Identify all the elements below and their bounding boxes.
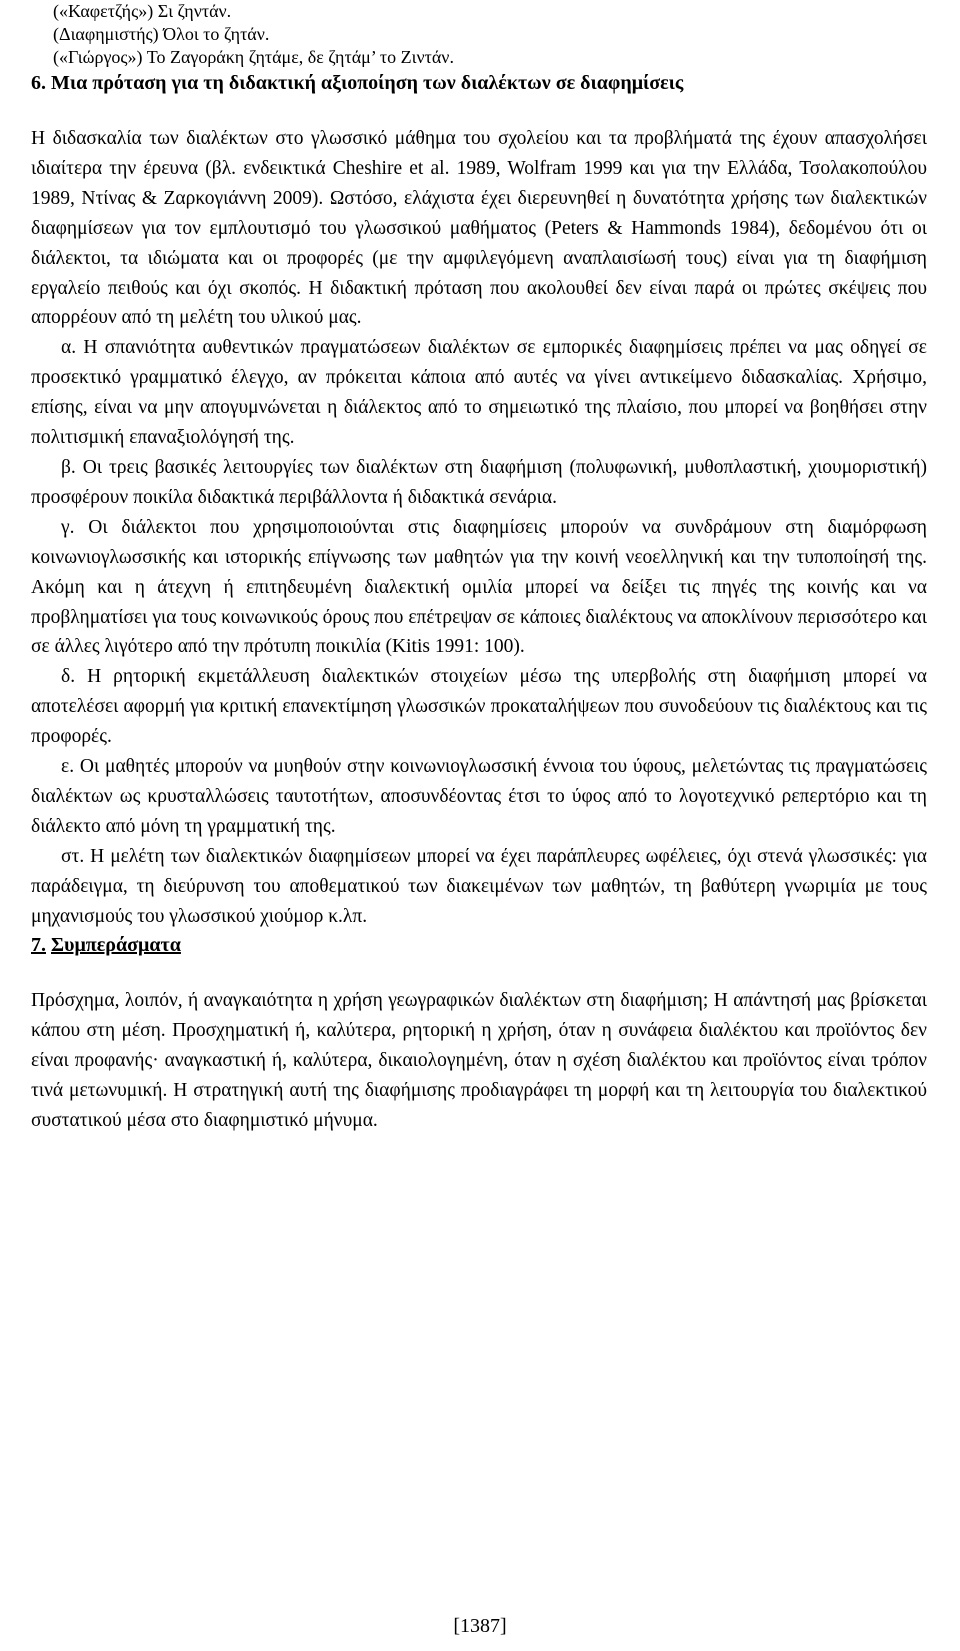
dialogue-quotes xyxy=(31,0,927,69)
section-6-item-e: ε. Οι μαθητές μπορούν να μυηθούν στην κοινωνιογλωσσική έννοια του ύφους, μελετώντας τις πραγματώσεις διαλέκτων ως κρυσταλλώσεις ταυτοτήτων, αποσυνδέοντας έτσι το ύφος από το λογοτεχνικό ρεπερτόριο και τη διάλεκτο από μόνη τη γραμματική της. xyxy=(31,756,927,837)
quote-line-2: (Διαφημιστής) Όλοι το ζητάν. xyxy=(53,24,270,44)
section-7-heading xyxy=(31,931,927,959)
section-6-number: 6. xyxy=(31,72,46,94)
page-number: [1387] xyxy=(453,1615,507,1637)
section-6-title: Μια πρόταση για τη διδακτική αξιοποίηση των διαλέκτων σε διαφημίσεις xyxy=(51,72,684,94)
section-6-heading xyxy=(31,69,927,97)
section-6-intro: Η διδασκαλία των διαλέκτων στο γλωσσικό μάθημα του σχολείου και τα προβλήματά της έχουν απασχολήσει ιδιαίτερα την έρευνα (βλ. ενδεικτικά Cheshire et al. 1989, Wolfram 1999 και για την Ελλάδα, Τσολακοπούλου 1989, Ντίνας & Ζαρκογιάννη 2009). Ωστόσο, ελάχιστα έχει διερευνηθεί η δυνατότητα χρήσης των διαλεκτικών διαφημίσεων για τον εμπλουτισμό του γλωσσικού μαθήματος (Peters & Hammonds 1984), δεδομένου ότι οι διάλεκτοι, τα ιδιώματα και οι προφορές (με την αμφιλεγόμενη αναπλαισίωσή τους) είναι για τη διαφήμιση εργαλείο πειθούς και όχι σκοπός. Η διδακτική πρόταση που ακολουθεί δεν είναι παρά οι πρώτες σκέψεις που απορρέουν από τη μελέτη του υλικού μας. xyxy=(31,128,927,329)
section-6-item-d: δ. Η ρητορική εκμετάλλευση διαλεκτικών στοιχείων μέσω της υπερβολής στη διαφήμιση μπορεί να αποτελέσει αφορμή για κριτική επανεκτίμηση γλωσσικών προκαταλήψεων που συνοδεύουν τις διαλέκτους και τις προφορές. xyxy=(31,666,927,748)
section-7-body: Πρόσχημα, λοιπόν, ή αναγκαιότητα η χρήση γεωγραφικών διαλέκτων στη διαφήμιση; Η απάντησή μας βρίσκεται κάπου στη μέση. Προσχηματική ή, καλύτερα, ρητορική η χρήση, όταν η συνάφεια διαλέκτου και προϊόντος δεν είναι προφανής· αναγκαστική ή, καλύτερα, δικαιολογημένη, όταν η σχέση διαλέκτου και προϊόντος είναι τρόπον τινά μετωνυμική. Η στρατηγική αυτή της διαφήμισης προδιαγράφει τη μορφή και τη λειτουργία του διαλεκτικού συστατικού μέσα στο διαφημιστικό μήνυμα. xyxy=(31,990,927,1132)
section-6-item-a: α. Η σπανιότητα αυθεντικών πραγματώσεων διαλέκτων σε εμπορικές διαφημίσεις πρέπει να μας οδηγεί σε προσεκτικό γραμματικό έλεγχο, αν πρόκειται κάποια από αυτές να γίνει αντικείμενο διδασκαλίας. Χρήσιμο, επίσης, είναι να μην απογυμνώνεται η διάλεκτος από το σημειωτικό της πλαίσιο, που μπορεί να βοηθήσει στην πολιτισμική επαναξιολόγησή της. xyxy=(31,337,927,449)
quote-line-1: («Καφετζής») Σι ζηντάν. xyxy=(53,1,232,21)
document-page xyxy=(31,0,927,1136)
section-7-number: 7. xyxy=(31,934,46,957)
section-7-title: Συμπεράσματα xyxy=(51,934,181,957)
section-6-item-st: στ. Η μελέτη των διαλεκτικών διαφημίσεων μπορεί να έχει παράπλευρες ωφέλειες, όχι στενά γλωσσικές: για παράδειγμα, τη διεύρυνση του αποθεματικού των διακειμένων των μαθητών, τη βαθύτερη γνωριμία με τους μηχανισμούς του γλωσσικού χιούμορ κ.λπ. xyxy=(31,845,927,927)
section-6-item-b: β. Οι τρεις βασικές λειτουργίες των διαλέκτων στη διαφήμιση (πολυφωνική, μυθοπλαστική, χιουμοριστική) προσφέρουν ποικίλα διδακτικά περιβάλλοντα ή διδακτικά σενάρια. xyxy=(31,456,927,508)
section-6-item-c: γ. Οι διάλεκτοι που χρησιμοποιούνται στις διαφημίσεις μπορούν να συνδράμουν στη διαμόρφωση κοινωνιογλωσσικής και ιστορικής επίγνωσης των μαθητών για την κοινή νεοελληνική και την τυποποίησή της. Ακόμη και η άτεχνη ή επιτηδευμένη διαλεκτική ομιλία μπορεί να δείξει τις πηγές της κοινής και να προβληματίσει για τους κοινωνικούς όρους που επέτρεψαν σε κάποιες διαλέκτους να αποκλίνουν περισσότερο και σε άλλες λιγότερο από την πρότυπη ποικιλία (Kitis 1991: 100). xyxy=(31,516,927,658)
quote-line-3: («Γιώργος») Το Ζαγοράκη ζητάμε, δε ζητάμ’ το Ζιντάν. xyxy=(53,47,454,67)
